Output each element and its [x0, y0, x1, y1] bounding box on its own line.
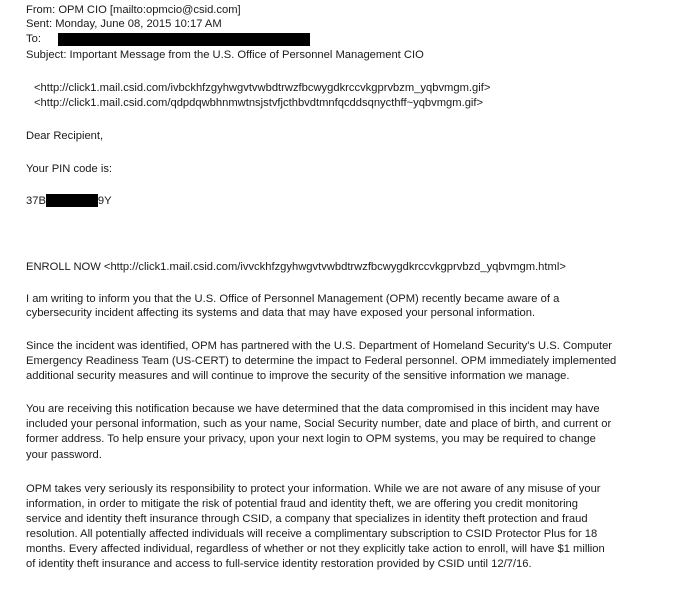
from-value: OPM CIO [mailto:opmcio@csid.com]	[58, 4, 241, 16]
paragraph-1-line: I am writing to inform you that the U.S. Office of Personnel Management (OPM) recently became aware of a	[26, 293, 560, 305]
paragraph-1-line: cybersecurity incident affecting its systems and data that may have exposed your personal information.	[26, 307, 536, 319]
pin-redaction	[46, 194, 98, 207]
sent-label: Sent:	[26, 18, 53, 30]
greeting: Dear Recipient,	[26, 130, 104, 142]
paragraph-3-line: You are receiving this notification because we have determined that the data compromised in this incident may have	[26, 403, 600, 415]
pin-intro: Your PIN code is:	[26, 163, 113, 175]
paragraph-4-line: resolution. All potentially affected individuals will receive a complimentary subscription to CSID Protector Plus for 18	[26, 528, 598, 540]
image-link-2[interactable]: <http://click1.mail.csid.com/qdpdqwbhnmwtnsjstvfjcthbvdtmnfqcddsqnycthff~yqbvmgm.gif>	[34, 97, 484, 109]
image-link-1[interactable]: <http://click1.mail.csid.com/ivbckhfzgyhwgvtvwbdtrwzfbcwygdkrccvkgprvbzm_yqbvmgm.gif>	[34, 82, 491, 94]
paragraph-4-line: information, in order to mitigate the risk of potential fraud and identity theft, we are offering you credit monitoring	[26, 498, 579, 510]
enroll-link[interactable]: ENROLL NOW <http://click1.mail.csid.com/ivvckhfzgyhwgvtvwbdtrwzfbcwygdkrccvkgprvbzd_yqbvmgm.html>	[26, 261, 566, 273]
paragraph-3-line: included your personal information, such as your name, Social Security number, date and place of birth, and current or	[26, 418, 612, 430]
to-line	[26, 32, 310, 46]
sent-value: Monday, June 08, 2015 10:17 AM	[55, 18, 222, 30]
paragraph-4-line: months. Every affected individual, regardless of whether or not they explicitly take action to enroll, will have $1 million	[26, 543, 605, 555]
subject-value: Important Message from the U.S. Office of Personnel Management CIO	[69, 49, 424, 61]
pin-code	[26, 194, 112, 208]
paragraph-3-line: former address. To help ensure your privacy, upon your next login to OPM systems, you may be required to change	[26, 433, 596, 445]
from-line	[26, 3, 241, 17]
pin-suffix: 9Y	[97, 195, 112, 207]
pin-prefix: 37B	[26, 195, 46, 207]
paragraph-4-line: of identity theft insurance and access to full-service identity restoration provided by CSID until 12/7/16.	[26, 558, 532, 570]
sent-line	[26, 17, 222, 31]
paragraph-2-line: additional security measures and will continue to improve the security of the sensitive information we manage.	[26, 370, 570, 382]
to-redaction	[58, 33, 310, 46]
paragraph-2-line: Emergency Readiness Team (US-CERT) to determine the impact to Federal personnel. OPM immediately implemented	[26, 355, 617, 367]
subject-line	[26, 48, 424, 62]
to-label: To:	[26, 33, 41, 45]
subject-label: Subject:	[26, 49, 67, 61]
paragraph-2-line: Since the incident was identified, OPM has partnered with the U.S. Department of Homeland Security's U.S. Computer	[26, 340, 613, 352]
from-label: From:	[26, 4, 56, 16]
paragraph-4-line: OPM takes very seriously its responsibility to protect your information. While we are not aware of any misuse of your	[26, 483, 601, 495]
paragraph-3-line: your password.	[26, 449, 102, 461]
paragraph-4-line: service and identity theft insurance through CSID, a company that specializes in identity theft protection and fraud	[26, 513, 588, 525]
